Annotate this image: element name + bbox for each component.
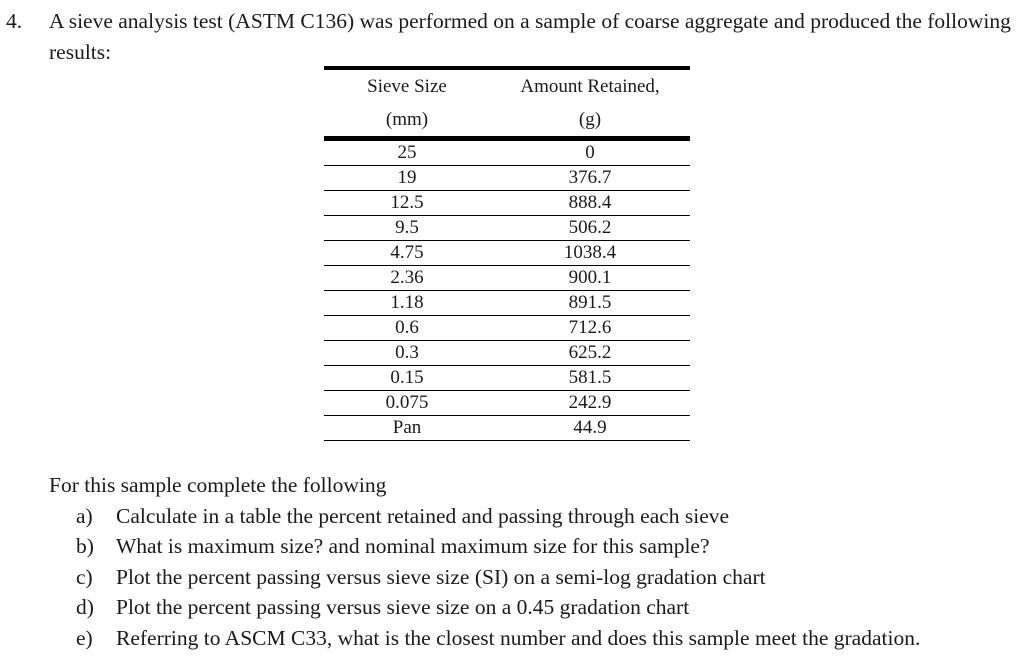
amount-retained-cell: 625.2 — [490, 341, 690, 366]
amount-retained-cell: 242.9 — [490, 391, 690, 416]
sieve-size-cell: 1.18 — [324, 291, 490, 316]
question-text: What is maximum size? and nominal maximum size for this sample? — [116, 534, 710, 558]
table-row — [324, 216, 690, 241]
amount-retained-cell: 0 — [490, 139, 690, 166]
table-row — [324, 291, 690, 316]
amount-retained-cell: 900.1 — [490, 266, 690, 291]
table-header-row — [324, 68, 690, 103]
question-text: Referring to ASCM C33, what is the closest number and does this sample meet the gradation. — [116, 625, 921, 650]
sieve-size-cell: 0.15 — [324, 366, 490, 391]
sieve-table-container — [324, 66, 690, 441]
problem-number: 4. — [6, 9, 23, 33]
sieve-size-cell: 25 — [324, 139, 490, 166]
amount-retained-cell: 888.4 — [490, 191, 690, 216]
sieve-analysis-table — [324, 66, 690, 441]
question-letter: a) — [76, 503, 93, 528]
amount-retained-cell: 581.5 — [490, 366, 690, 391]
question-letter: d) — [76, 595, 94, 619]
table-row — [324, 166, 690, 191]
table-row — [324, 416, 690, 441]
questions-section — [49, 470, 1019, 653]
question-letter: e) — [76, 625, 93, 650]
sieve-size-cell: 19 — [324, 166, 490, 191]
table-header-units-row — [324, 103, 690, 139]
sieve-size-cell: Pan — [324, 416, 490, 441]
question-item-a — [49, 501, 1019, 532]
table-row — [324, 391, 690, 416]
sieve-size-cell: 2.36 — [324, 266, 490, 291]
header-sieve-size-unit: (mm) — [324, 103, 490, 139]
sieve-size-cell: 0.3 — [324, 341, 490, 366]
sieve-size-cell: 9.5 — [324, 216, 490, 241]
amount-retained-cell: 376.7 — [490, 166, 690, 191]
amount-retained-cell: 44.9 — [490, 416, 690, 441]
question-letter: b) — [76, 534, 94, 558]
table-body — [324, 139, 690, 441]
question-text: Calculate in a table the percent retained and passing through each sieve — [116, 503, 730, 528]
question-item-b — [49, 531, 1019, 562]
problem-text: A sieve analysis test (ASTM C136) was performed on a sample of coarse aggregate and produced the following results: — [49, 9, 1011, 64]
amount-retained-cell: 1038.4 — [490, 241, 690, 266]
header-amount-retained: Amount Retained, — [490, 68, 690, 103]
sieve-size-cell: 4.75 — [324, 241, 490, 266]
header-sieve-size: Sieve Size — [324, 68, 490, 103]
amount-retained-cell: 891.5 — [490, 291, 690, 316]
question-item-d — [49, 592, 1019, 623]
table-row — [324, 266, 690, 291]
question-item-c — [49, 562, 1019, 593]
sieve-size-cell: 12.5 — [324, 191, 490, 216]
sieve-size-cell: 0.6 — [324, 316, 490, 341]
amount-retained-cell: 712.6 — [490, 316, 690, 341]
question-letter: c) — [76, 564, 93, 589]
questions-intro: For this sample complete the following — [49, 473, 387, 497]
table-row — [324, 316, 690, 341]
question-text: Plot the percent passing versus sieve size (SI) on a semi-log gradation chart — [116, 564, 766, 589]
question-text: Plot the percent passing versus sieve size on a 0.45 gradation chart — [116, 595, 690, 619]
table-row — [324, 191, 690, 216]
table-row — [324, 341, 690, 366]
table-row — [324, 139, 690, 166]
header-amount-unit: (g) — [490, 103, 690, 139]
table-row — [324, 366, 690, 391]
amount-retained-cell: 506.2 — [490, 216, 690, 241]
table-row — [324, 241, 690, 266]
question-item-e — [49, 623, 1019, 654]
sieve-size-cell: 0.075 — [324, 391, 490, 416]
